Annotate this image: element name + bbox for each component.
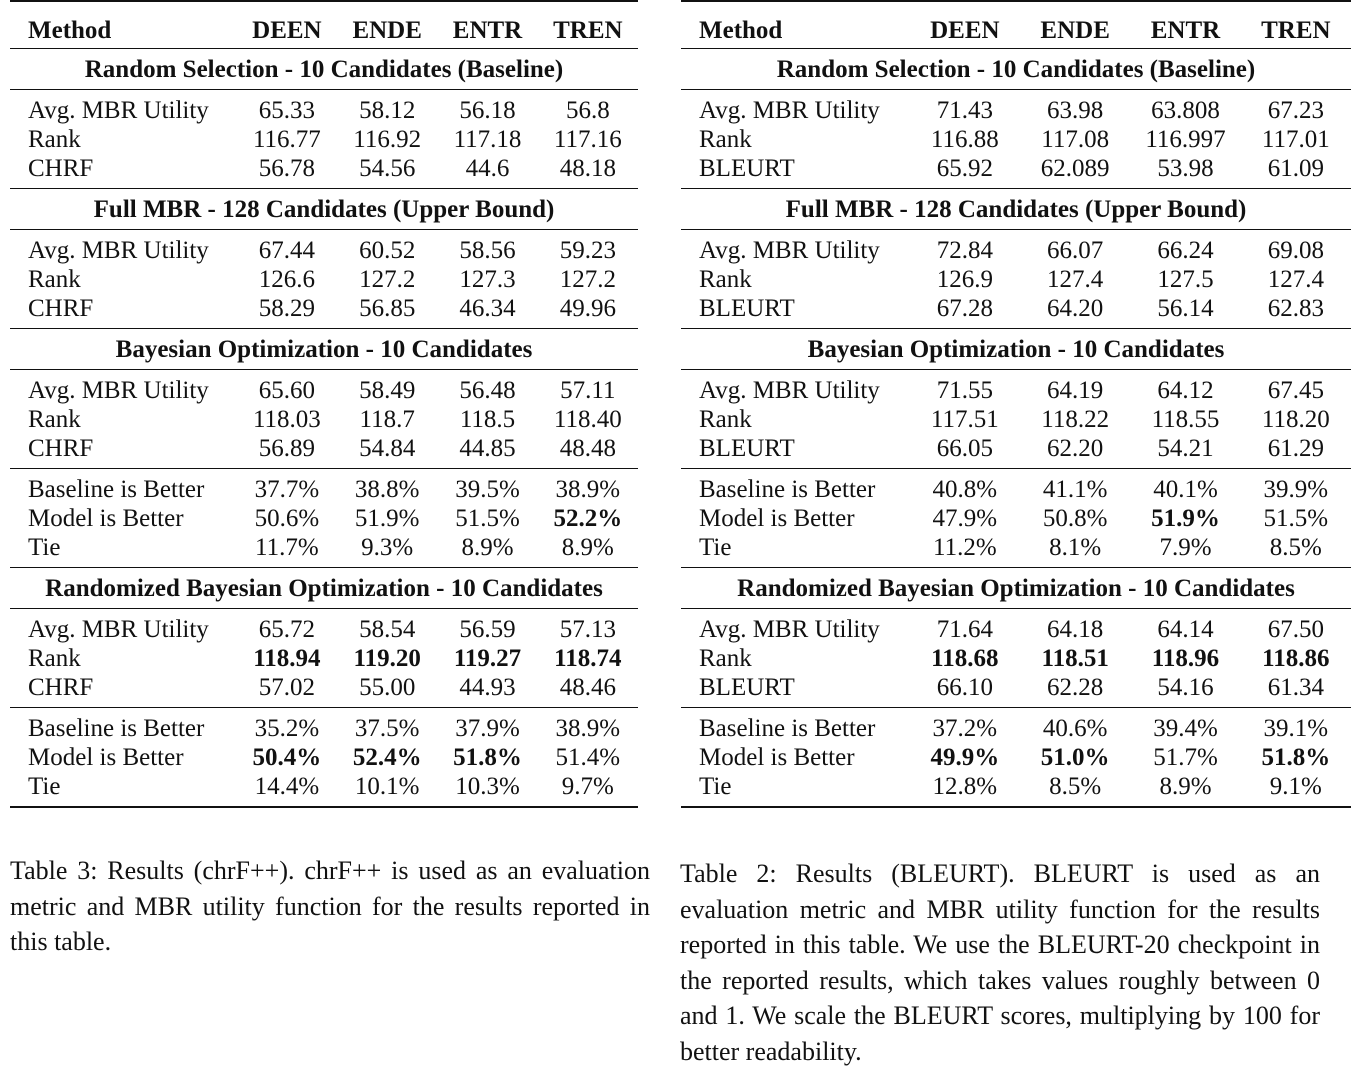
row-label: Rank [699, 645, 752, 672]
value-cell: 116.88 [930, 126, 999, 153]
value-cell: 9.7% [538, 772, 638, 807]
table-row [681, 405, 1351, 434]
table-row [10, 644, 638, 673]
value-cell: 118.86 [1262, 645, 1330, 672]
row-label: Avg. MBR Utility [699, 237, 880, 264]
value-cell: 44.85 [437, 434, 537, 469]
row-label: Tie [10, 533, 237, 568]
value-cell: 10.1% [337, 772, 437, 807]
row-label: Rank [699, 266, 752, 293]
value-cell: 52.2% [553, 505, 623, 532]
value-cell: 14.4% [237, 772, 337, 807]
value-cell: 59.23 [559, 237, 616, 264]
method-column-header: Method [681, 1, 910, 49]
bleurt-results-table [681, 0, 1351, 808]
value-cell: 58.12 [359, 97, 416, 124]
table-row [681, 609, 1351, 645]
table-row [10, 265, 638, 294]
language-pair-header: ENTR [437, 1, 537, 49]
value-cell: 48.48 [538, 434, 638, 469]
row-label: Avg. MBR Utility [699, 616, 880, 643]
value-cell: 117.08 [1041, 126, 1110, 153]
value-cell: 48.46 [538, 673, 638, 708]
table-row [681, 230, 1351, 266]
value-cell: 127.5 [1157, 266, 1214, 293]
section-title-row [10, 329, 638, 370]
value-cell: 58.56 [459, 237, 516, 264]
value-cell: 48.18 [538, 154, 638, 189]
row-label: Model is Better [699, 744, 855, 771]
value-cell: 37.5% [354, 715, 420, 742]
value-cell: 65.60 [258, 377, 315, 404]
table-row [681, 469, 1351, 505]
value-cell: 38.8% [354, 476, 420, 503]
value-cell: 119.20 [353, 645, 421, 672]
value-cell: 71.55 [936, 377, 993, 404]
value-cell: 40.1% [1153, 476, 1218, 503]
row-label: Rank [28, 126, 81, 153]
value-cell: 56.59 [459, 616, 516, 643]
section-title: Bayesian Optimization - 10 Candidates [10, 329, 638, 370]
section-title: Randomized Bayesian Optimization - 10 Candidates [681, 568, 1351, 609]
value-cell: 44.93 [437, 673, 537, 708]
table-row [10, 708, 638, 744]
value-cell: 64.14 [1157, 616, 1214, 643]
value-cell: 66.07 [1047, 237, 1104, 264]
value-cell: 56.78 [237, 154, 337, 189]
value-cell: 126.9 [936, 266, 993, 293]
value-cell: 116.77 [252, 126, 321, 153]
value-cell: 118.03 [252, 406, 321, 433]
value-cell: 71.43 [936, 97, 993, 124]
value-cell: 119.27 [453, 645, 522, 672]
row-label: Tie [681, 772, 910, 807]
value-cell: 62.089 [1020, 154, 1130, 189]
value-cell: 40.6% [1042, 715, 1108, 742]
value-cell: 12.8% [910, 772, 1020, 807]
value-cell: 8.5% [1241, 533, 1351, 568]
value-cell: 51.8% [453, 744, 522, 771]
row-label: Tie [10, 772, 237, 807]
value-cell: 54.84 [337, 434, 437, 469]
language-pair-header: ENDE [337, 1, 437, 49]
value-cell: 51.8% [1261, 744, 1331, 771]
table-row [681, 125, 1351, 154]
table-row [10, 673, 638, 708]
row-label: BLEURT [681, 673, 910, 708]
value-cell: 38.9% [555, 715, 621, 742]
value-cell: 118.7 [359, 406, 415, 433]
value-cell: 127.2 [359, 266, 416, 293]
row-label: Baseline is Better [699, 476, 876, 503]
row-label: CHRF [10, 154, 237, 189]
row-label: Avg. MBR Utility [28, 377, 209, 404]
row-label: BLEURT [681, 294, 910, 329]
bleurt-results-table-panel [681, 0, 1351, 808]
value-cell: 64.19 [1047, 377, 1104, 404]
value-cell: 57.11 [560, 377, 616, 404]
value-cell: 65.33 [258, 97, 315, 124]
value-cell: 39.4% [1153, 715, 1218, 742]
value-cell: 72.84 [936, 237, 993, 264]
value-cell: 61.29 [1241, 434, 1351, 469]
value-cell: 49.96 [538, 294, 638, 329]
value-cell: 66.05 [910, 434, 1020, 469]
table-row [681, 743, 1351, 772]
section-title-row [681, 189, 1351, 230]
bleurt-table-caption: Table 2: Results (BLEURT). BLEURT is used as an evaluation metric and MBR utility function for the results reported in this table. We use the BLEURT-20 checkpoint in the reported results, which takes values roughly between 0 and 1. We scale the BLEURT scores, multiplying by 100 for better readability. [680, 859, 1320, 1066]
value-cell: 67.50 [1267, 616, 1324, 643]
section-title: Full MBR - 128 Candidates (Upper Bound) [10, 189, 638, 230]
value-cell: 56.18 [459, 97, 516, 124]
value-cell: 57.02 [237, 673, 337, 708]
table-row [10, 469, 638, 505]
value-cell: 117.18 [453, 126, 522, 153]
row-label: BLEURT [681, 434, 910, 469]
row-label: Avg. MBR Utility [28, 616, 209, 643]
table-row [10, 294, 638, 329]
value-cell: 54.16 [1130, 673, 1240, 708]
row-label: Rank [699, 126, 752, 153]
header-row [10, 1, 638, 49]
value-cell: 64.20 [1020, 294, 1130, 329]
table-row [681, 673, 1351, 708]
value-cell: 10.3% [437, 772, 537, 807]
value-cell: 63.808 [1151, 97, 1220, 124]
table-row [681, 644, 1351, 673]
value-cell: 118.55 [1151, 406, 1220, 433]
section-title-row [10, 189, 638, 230]
chrf-results-table [10, 0, 638, 808]
section-title: Random Selection - 10 Candidates (Baseline) [681, 49, 1351, 90]
chrf-results-table-panel [10, 0, 638, 808]
row-label: CHRF [10, 673, 237, 708]
value-cell: 51.9% [1151, 505, 1220, 532]
value-cell: 41.1% [1042, 476, 1108, 503]
value-cell: 44.6 [437, 154, 537, 189]
value-cell: 117.01 [1261, 126, 1330, 153]
value-cell: 127.3 [459, 266, 516, 293]
value-cell: 118.68 [931, 645, 999, 672]
value-cell: 8.5% [1020, 772, 1130, 807]
table-row [681, 533, 1351, 568]
value-cell: 51.4% [555, 744, 621, 771]
table-row [10, 772, 638, 807]
table-row [10, 504, 638, 533]
table-row [681, 90, 1351, 126]
value-cell: 39.1% [1263, 715, 1329, 742]
value-cell: 118.51 [1041, 645, 1109, 672]
value-cell: 38.9% [555, 476, 621, 503]
value-cell: 127.2 [559, 266, 616, 293]
table-row [681, 265, 1351, 294]
value-cell: 116.997 [1145, 126, 1226, 153]
table-row [681, 370, 1351, 406]
value-cell: 40.8% [932, 476, 998, 503]
table-row [10, 609, 638, 645]
section-title: Randomized Bayesian Optimization - 10 Candidates [10, 568, 638, 609]
value-cell: 127.4 [1047, 266, 1104, 293]
value-cell: 60.52 [359, 237, 416, 264]
value-cell: 118.74 [554, 645, 622, 672]
value-cell: 64.12 [1157, 377, 1214, 404]
value-cell: 66.10 [910, 673, 1020, 708]
section-title-row [681, 49, 1351, 90]
language-pair-header: ENTR [1130, 1, 1240, 49]
value-cell: 62.28 [1020, 673, 1130, 708]
value-cell: 11.2% [910, 533, 1020, 568]
table-row [10, 533, 638, 568]
value-cell: 37.2% [932, 715, 998, 742]
table-row [10, 405, 638, 434]
value-cell: 118.20 [1261, 406, 1330, 433]
row-label: Rank [28, 406, 81, 433]
table-row [10, 90, 638, 126]
value-cell: 61.09 [1241, 154, 1351, 189]
value-cell: 7.9% [1130, 533, 1240, 568]
value-cell: 11.7% [237, 533, 337, 568]
value-cell: 67.28 [910, 294, 1020, 329]
section-title-row [681, 568, 1351, 609]
table-row [10, 743, 638, 772]
table-row [681, 708, 1351, 744]
value-cell: 126.6 [258, 266, 315, 293]
value-cell: 52.4% [352, 744, 422, 771]
value-cell: 50.6% [254, 505, 320, 532]
value-cell: 37.7% [254, 476, 320, 503]
table-row [10, 154, 638, 189]
value-cell: 8.9% [1130, 772, 1240, 807]
value-cell: 58.54 [359, 616, 416, 643]
value-cell: 63.98 [1047, 97, 1104, 124]
value-cell: 67.23 [1267, 97, 1324, 124]
row-label: Rank [699, 406, 752, 433]
value-cell: 54.21 [1130, 434, 1240, 469]
value-cell: 46.34 [437, 294, 537, 329]
value-cell: 56.48 [459, 377, 516, 404]
value-cell: 117.16 [553, 126, 622, 153]
row-label: Model is Better [28, 505, 184, 532]
table-row [10, 125, 638, 154]
language-pair-header: ENDE [1020, 1, 1130, 49]
language-pair-header: TREN [1241, 1, 1351, 49]
value-cell: 65.92 [910, 154, 1020, 189]
table-row [681, 154, 1351, 189]
value-cell: 54.56 [337, 154, 437, 189]
value-cell: 50.4% [252, 744, 322, 771]
value-cell: 56.8 [565, 97, 610, 124]
value-cell: 8.9% [437, 533, 537, 568]
section-title: Full MBR - 128 Candidates (Upper Bound) [681, 189, 1351, 230]
value-cell: 118.22 [1041, 406, 1110, 433]
language-pair-header: DEEN [237, 1, 337, 49]
row-label: Avg. MBR Utility [699, 97, 880, 124]
value-cell: 116.92 [353, 126, 422, 153]
value-cell: 9.1% [1241, 772, 1351, 807]
value-cell: 35.2% [254, 715, 320, 742]
row-label: Rank [28, 645, 81, 672]
header-row [681, 1, 1351, 49]
row-label: Rank [28, 266, 81, 293]
table-row [681, 504, 1351, 533]
value-cell: 62.83 [1241, 294, 1351, 329]
section-title-row [10, 49, 638, 90]
row-label: CHRF [10, 294, 237, 329]
value-cell: 118.40 [553, 406, 622, 433]
value-cell: 66.24 [1157, 237, 1214, 264]
value-cell: 118.94 [253, 645, 321, 672]
value-cell: 55.00 [337, 673, 437, 708]
value-cell: 37.9% [455, 715, 520, 742]
value-cell: 39.9% [1263, 476, 1329, 503]
table-row [681, 294, 1351, 329]
row-label: Avg. MBR Utility [28, 237, 209, 264]
value-cell: 51.5% [455, 505, 520, 532]
value-cell: 51.9% [354, 505, 420, 532]
value-cell: 62.20 [1020, 434, 1130, 469]
language-pair-header: TREN [538, 1, 638, 49]
value-cell: 56.85 [337, 294, 437, 329]
value-cell: 118.5 [459, 406, 516, 433]
value-cell: 67.45 [1267, 377, 1324, 404]
value-cell: 47.9% [932, 505, 998, 532]
value-cell: 67.44 [258, 237, 315, 264]
value-cell: 8.9% [538, 533, 638, 568]
value-cell: 39.5% [455, 476, 520, 503]
value-cell: 57.13 [559, 616, 616, 643]
value-cell: 8.1% [1020, 533, 1130, 568]
row-label: Avg. MBR Utility [699, 377, 880, 404]
section-title: Bayesian Optimization - 10 Candidates [681, 329, 1351, 370]
row-label: BLEURT [681, 154, 910, 189]
value-cell: 51.5% [1263, 505, 1329, 532]
row-label: Baseline is Better [28, 715, 205, 742]
value-cell: 61.34 [1241, 673, 1351, 708]
table-row [10, 434, 638, 469]
value-cell: 49.9% [930, 744, 1000, 771]
value-cell: 117.51 [930, 406, 999, 433]
row-label: Model is Better [699, 505, 855, 532]
section-title: Random Selection - 10 Candidates (Baseline) [10, 49, 638, 90]
value-cell: 65.72 [258, 616, 315, 643]
value-cell: 118.96 [1151, 645, 1220, 672]
method-column-header: Method [10, 1, 237, 49]
value-cell: 56.89 [237, 434, 337, 469]
value-cell: 127.4 [1267, 266, 1324, 293]
value-cell: 58.49 [359, 377, 416, 404]
value-cell: 9.3% [337, 533, 437, 568]
row-label: Avg. MBR Utility [28, 97, 209, 124]
table-row [10, 370, 638, 406]
value-cell: 58.29 [237, 294, 337, 329]
table-row [10, 230, 638, 266]
table-row [681, 772, 1351, 807]
value-cell: 50.8% [1042, 505, 1108, 532]
language-pair-header: DEEN [910, 1, 1020, 49]
row-label: CHRF [10, 434, 237, 469]
section-title-row [10, 568, 638, 609]
value-cell: 56.14 [1130, 294, 1240, 329]
chrf-table-caption: Table 3: Results (chrF++). chrF++ is used as an evaluation metric and MBR utility function for the results reported in this table. [10, 856, 650, 956]
row-label: Baseline is Better [699, 715, 876, 742]
value-cell: 51.7% [1153, 744, 1218, 771]
row-label: Baseline is Better [28, 476, 205, 503]
row-label: Tie [681, 533, 910, 568]
section-title-row [681, 329, 1351, 370]
value-cell: 53.98 [1130, 154, 1240, 189]
value-cell: 64.18 [1047, 616, 1104, 643]
table-row [681, 434, 1351, 469]
row-label: Model is Better [28, 744, 184, 771]
value-cell: 71.64 [936, 616, 993, 643]
value-cell: 51.0% [1040, 744, 1110, 771]
value-cell: 69.08 [1267, 237, 1324, 264]
